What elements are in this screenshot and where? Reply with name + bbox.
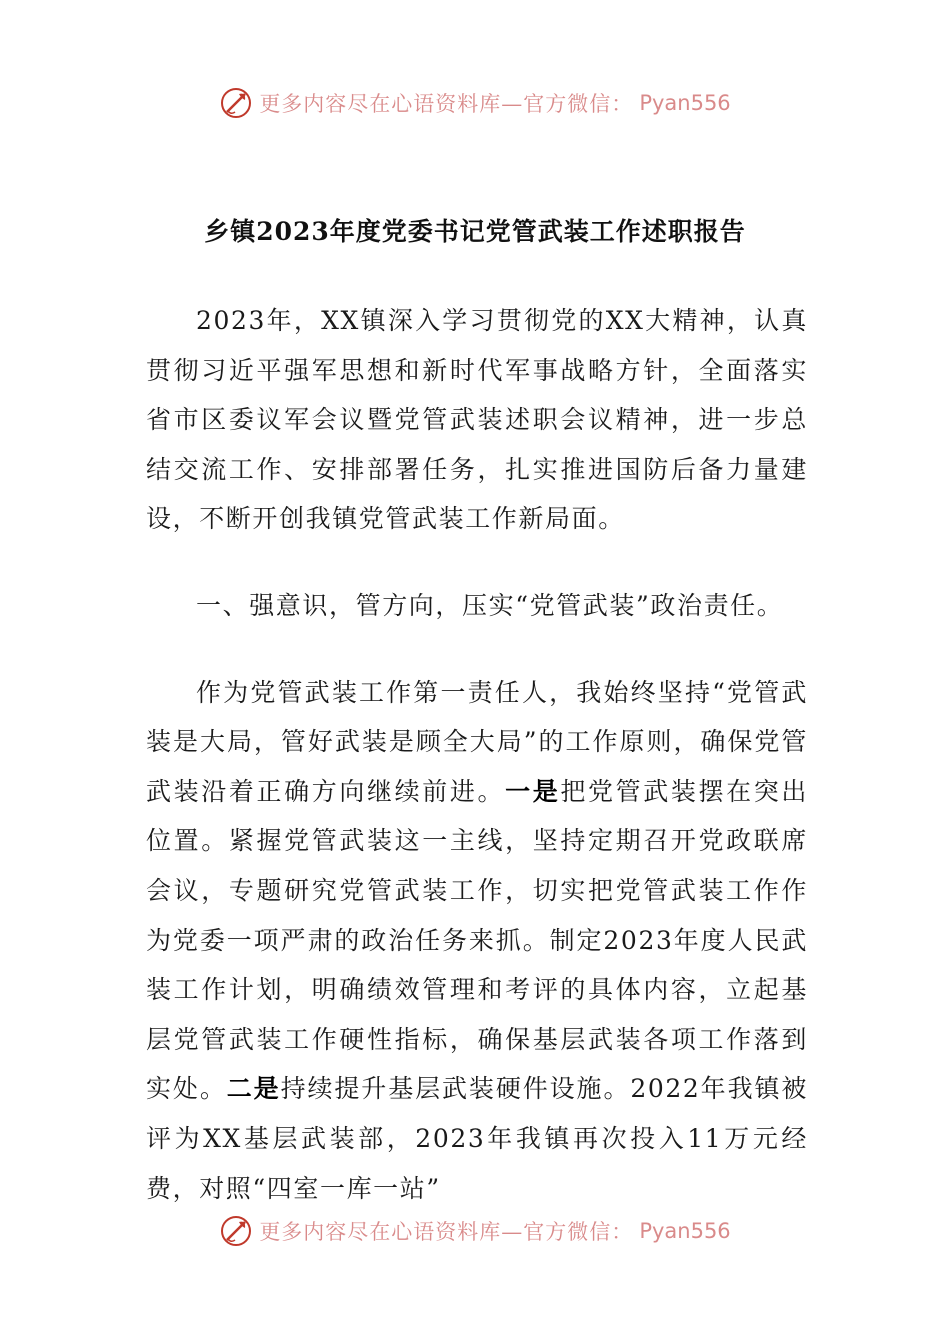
paragraph-text: 把党管武装摆在突出位置。紧握党管武装这一主线，坚持定期召开党政联席会议，专题研究党管武装工作，切实把党管武装工作作为党委一项严肃的政治任务来抓。制定2023年度人民武装工作计划，明确绩效管理和考评的具体内容，立起基层党管武装工作硬性指标，确保基层武装各项工作落到实处。 [146, 776, 809, 1104]
paragraph-text: 持续提升基层武装硬件设施。2022年我镇被评为XX基层武装部，2023年我镇再次投入11万元经费，对照“四室一库一站” [146, 1074, 809, 1203]
document-body [146, 296, 808, 1213]
emphasis-first: 一是 [505, 776, 561, 806]
footer-watermark [0, 1211, 950, 1251]
quill-logo-icon [219, 1214, 253, 1248]
body-paragraph [146, 668, 808, 1214]
watermark-text: 更多内容尽在心语资料库—官方微信： [259, 92, 634, 116]
section-heading: 一、强意识，管方向，压实“党管武装”政治责任。 [196, 590, 784, 620]
intro-paragraph: 2023年，XX镇深入学习贯彻党的XX大精神，认真贯彻习近平强军思想和新时代军事战略方针，全面落实省市区委议军会议暨党管武装述职会议精神，进一步总结交流工作、安排部署任务，扎实推进国防后备力量建设，不断开创我镇党管武装工作新局面。 [146, 306, 808, 534]
paragraph-text: 作为党管武装工作第一责任人，我始终坚持“党管武装是大局，管好武装是顾全大局”的工作原则，确保党管武装沿着正确方向继续前进。 [146, 677, 808, 806]
quill-logo-icon [219, 86, 253, 120]
header-watermark [0, 83, 950, 123]
watermark-text: 更多内容尽在心语资料库—官方微信： [259, 1220, 634, 1244]
emphasis-second: 二是 [226, 1074, 281, 1104]
document-title: 乡镇2023年度党委书记党管武装工作述职报告 [204, 217, 746, 246]
watermark-wechat-id: Pyan556 [639, 91, 731, 115]
watermark-wechat-id: Pyan556 [639, 1219, 731, 1243]
